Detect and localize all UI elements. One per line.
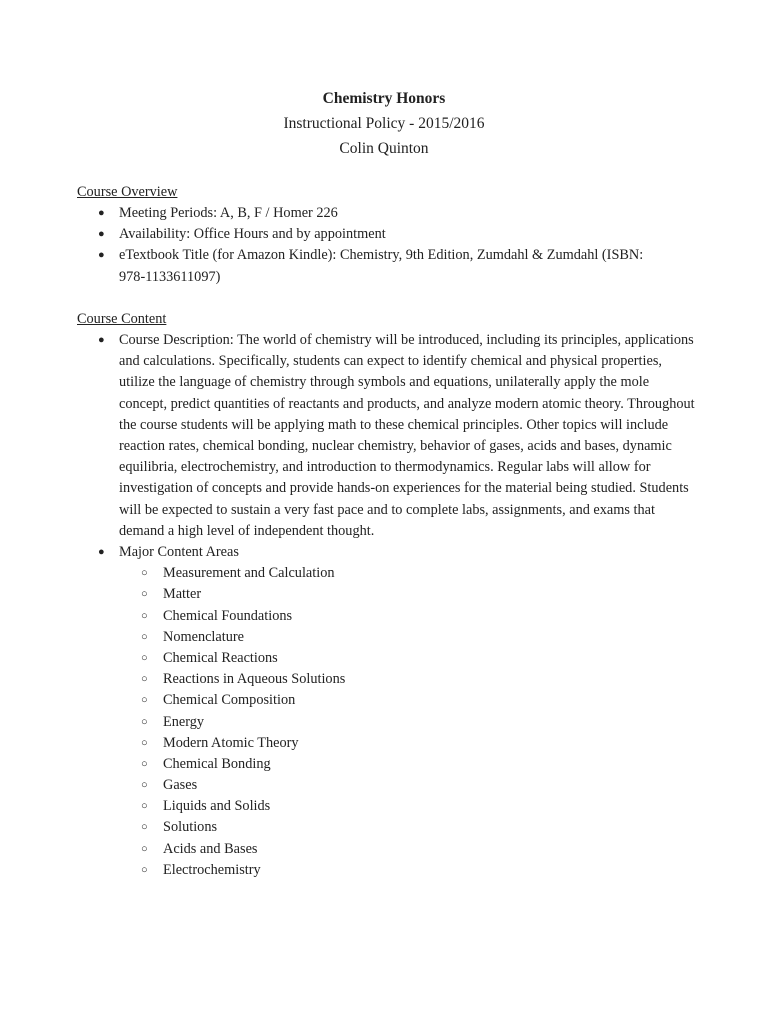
content-area-label: Nomenclature	[163, 628, 244, 645]
content-areas-list	[119, 563, 697, 881]
content-area-item	[119, 733, 697, 754]
circle-bullet-icon: ○	[141, 821, 148, 834]
content-area-label: Chemical Reactions	[163, 649, 278, 666]
content-area-item	[119, 584, 697, 605]
content-area-item	[119, 775, 697, 796]
circle-bullet-icon: ○	[141, 609, 148, 622]
circle-bullet-icon: ○	[141, 567, 148, 580]
course-overview-heading: Course Overview	[77, 184, 178, 200]
list-item	[77, 224, 697, 245]
circle-bullet-icon: ○	[141, 736, 148, 749]
content-area-item	[119, 754, 697, 775]
content-list	[77, 330, 697, 881]
document-header	[0, 87, 768, 161]
circle-bullet-icon: ○	[141, 694, 148, 707]
circle-bullet-icon: ○	[141, 651, 148, 664]
course-description: Course Description: The world of chemistry will be introduced, including its principles, applications and calculations. Specifically, students can expect to identify chemical and physical properties, utilize the language of chemistry through symbols and equations, unilaterally apply the mole concept, predict quantities of reactants and products, and analyze modern atomic theory. Throughout the course students will be applying math to these chemical principles. Other topics will include reaction rates, chemical bonding, nuclear chemistry, behavior of gases, acids and bases, dynamic equilibria, electrochemistry, and introduction to thermodynamics. Regular labs will allow for investigation of concepts and provide hands-on experiences for the material being studied. Students will be expected to sustain a very fast pace and to complete labs, assignments, and exams that demand a high level of independent thought.	[119, 332, 695, 539]
instructor-name: Colin Quinton	[339, 140, 429, 157]
bullet-icon: ●	[98, 249, 105, 262]
content-area-item	[119, 860, 697, 881]
circle-bullet-icon: ○	[141, 863, 148, 876]
content-area-label: Acids and Bases	[163, 840, 258, 857]
content-area-label: Gases	[163, 777, 198, 794]
circle-bullet-icon: ○	[141, 800, 148, 813]
bullet-icon: ●	[98, 228, 105, 241]
content-area-label: Solutions	[163, 819, 218, 836]
content-area-item	[119, 796, 697, 817]
content-area-label: Electrochemistry	[163, 861, 261, 878]
course-content-heading: Course Content	[77, 311, 167, 327]
content-area-item	[119, 648, 697, 669]
list-item	[77, 330, 697, 542]
content-area-label: Chemical Composition	[163, 692, 296, 709]
major-content-areas-label: Major Content Areas	[119, 544, 239, 561]
circle-bullet-icon: ○	[141, 630, 148, 643]
content-area-item	[119, 817, 697, 838]
content-area-label: Energy	[163, 713, 205, 730]
circle-bullet-icon: ○	[141, 715, 148, 728]
list-item	[77, 542, 697, 881]
course-content-section	[77, 309, 697, 881]
content-area-item	[119, 712, 697, 733]
course-title: Chemistry Honors	[322, 90, 446, 107]
content-area-item	[119, 606, 697, 627]
circle-bullet-icon: ○	[141, 842, 148, 855]
circle-bullet-icon: ○	[141, 673, 148, 686]
circle-bullet-icon: ○	[141, 779, 148, 792]
content-area-label: Matter	[163, 586, 202, 603]
course-overview-section	[77, 182, 697, 288]
content-area-label: Measurement and Calculation	[163, 565, 335, 582]
list-item	[77, 203, 697, 224]
circle-bullet-icon: ○	[141, 588, 148, 601]
bullet-icon: ●	[98, 207, 105, 219]
content-area-item	[119, 839, 697, 860]
bullet-icon: ●	[98, 546, 105, 559]
content-area-item	[119, 690, 697, 711]
overview-meeting-periods: Meeting Periods: A, B, F / Homer 226	[119, 205, 338, 221]
list-item	[77, 245, 697, 287]
content-area-item	[119, 669, 697, 690]
content-area-label: Chemical Bonding	[163, 755, 271, 772]
content-area-label: Liquids and Solids	[163, 798, 271, 815]
content-area-label: Modern Atomic Theory	[163, 734, 299, 751]
bullet-icon: ●	[98, 334, 105, 346]
overview-list	[77, 203, 697, 288]
content-area-label: Reactions in Aqueous Solutions	[163, 671, 346, 688]
content-area-item	[119, 563, 697, 584]
circle-bullet-icon: ○	[141, 757, 148, 770]
policy-subtitle: Instructional Policy - 2015/2016	[283, 115, 485, 132]
content-area-item	[119, 627, 697, 648]
overview-availability: Availability: Office Hours and by appointment	[119, 226, 386, 243]
content-area-label: Chemical Foundations	[163, 607, 293, 624]
overview-etextbook: eTextbook Title (for Amazon Kindle): Chemistry, 9th Edition, Zumdahl & Zumdahl (ISBN: 978-1133611097)	[119, 247, 644, 285]
